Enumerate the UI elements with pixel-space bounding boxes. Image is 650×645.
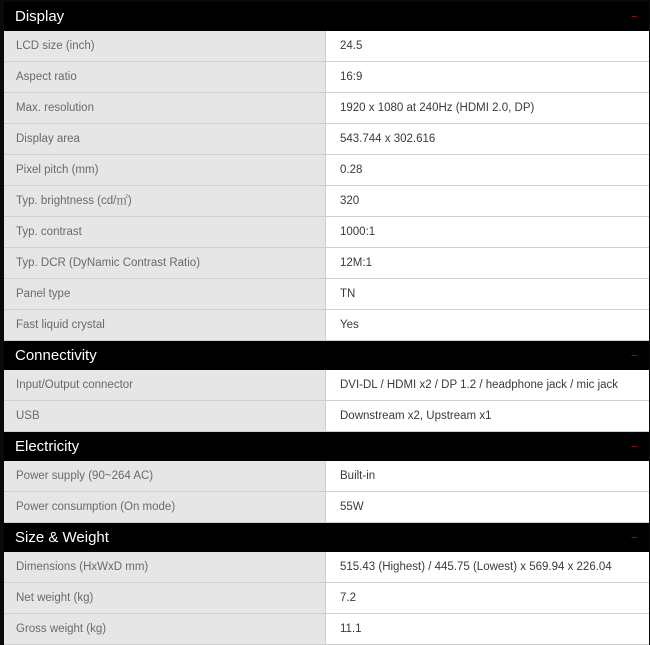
section-header-display[interactable] bbox=[4, 2, 649, 31]
section-size-weight bbox=[4, 523, 649, 645]
spec-row bbox=[4, 552, 649, 583]
spec-row bbox=[4, 614, 649, 645]
spec-row bbox=[4, 461, 649, 492]
spec-row bbox=[4, 310, 649, 341]
spec-label: Power supply (90~264 AC) bbox=[4, 461, 326, 491]
spec-label: LCD size (inch) bbox=[4, 31, 326, 61]
spec-row bbox=[4, 370, 649, 401]
spec-value: 55W bbox=[326, 492, 649, 522]
spec-row bbox=[4, 279, 649, 310]
section-title: Electricity bbox=[15, 438, 80, 455]
spec-value: Built-in bbox=[326, 461, 649, 491]
spec-row bbox=[4, 62, 649, 93]
spec-row bbox=[4, 248, 649, 279]
spec-value: 515.43 (Highest) / 445.75 (Lowest) x 569.94 x 226.04 bbox=[326, 552, 649, 582]
spec-value: 320 bbox=[326, 186, 649, 216]
spec-value: 0.28 bbox=[326, 155, 649, 185]
section-title: Display bbox=[15, 8, 65, 25]
spec-row bbox=[4, 124, 649, 155]
spec-value: Yes bbox=[326, 310, 649, 340]
spec-label: Input/Output connector bbox=[4, 370, 326, 400]
spec-label: Power consumption (On mode) bbox=[4, 492, 326, 522]
spec-label: Panel type bbox=[4, 279, 326, 309]
spec-value: 7.2 bbox=[326, 583, 649, 613]
spec-label: Typ. contrast bbox=[4, 217, 326, 247]
spec-label: Dimensions (HxWxD mm) bbox=[4, 552, 326, 582]
spec-row bbox=[4, 155, 649, 186]
collapse-icon[interactable]: – bbox=[631, 350, 637, 361]
spec-label: USB bbox=[4, 401, 326, 431]
collapse-icon[interactable]: – bbox=[631, 11, 637, 22]
spec-row bbox=[4, 401, 649, 432]
spec-row bbox=[4, 186, 649, 217]
section-connectivity bbox=[4, 341, 649, 432]
spec-value: Downstream x2, Upstream x1 bbox=[326, 401, 649, 431]
spec-label: Display area bbox=[4, 124, 326, 154]
spec-row bbox=[4, 31, 649, 62]
spec-value: 1000:1 bbox=[326, 217, 649, 247]
spec-value: DVI-DL / HDMI x2 / DP 1.2 / headphone jack / mic jack bbox=[326, 370, 649, 400]
spec-label: Gross weight (kg) bbox=[4, 614, 326, 644]
spec-row bbox=[4, 93, 649, 124]
section-electricity bbox=[4, 432, 649, 523]
spec-value: 12M:1 bbox=[326, 248, 649, 278]
spec-value: 11.1 bbox=[326, 614, 649, 644]
spec-value: 543.744 x 302.616 bbox=[326, 124, 649, 154]
section-header-size-weight[interactable] bbox=[4, 523, 649, 552]
spec-value: 16:9 bbox=[326, 62, 649, 92]
section-display bbox=[4, 2, 649, 341]
section-title: Size & Weight bbox=[15, 529, 109, 546]
spec-label: Aspect ratio bbox=[4, 62, 326, 92]
collapse-icon[interactable]: – bbox=[631, 532, 637, 543]
spec-value: TN bbox=[326, 279, 649, 309]
spec-label: Fast liquid crystal bbox=[4, 310, 326, 340]
spec-label: Typ. brightness (cd/㎡) bbox=[4, 186, 326, 216]
spec-table bbox=[4, 2, 649, 639]
collapse-icon[interactable]: – bbox=[631, 441, 637, 452]
section-header-connectivity[interactable] bbox=[4, 341, 649, 370]
section-header-electricity[interactable] bbox=[4, 432, 649, 461]
spec-label: Net weight (kg) bbox=[4, 583, 326, 613]
spec-label: Max. resolution bbox=[4, 93, 326, 123]
spec-row bbox=[4, 217, 649, 248]
spec-row bbox=[4, 583, 649, 614]
spec-value: 1920 x 1080 at 240Hz (HDMI 2.0, DP) bbox=[326, 93, 649, 123]
spec-row bbox=[4, 492, 649, 523]
section-title: Connectivity bbox=[15, 347, 97, 364]
spec-label: Typ. DCR (DyNamic Contrast Ratio) bbox=[4, 248, 326, 278]
spec-label: Pixel pitch (mm) bbox=[4, 155, 326, 185]
spec-value: 24.5 bbox=[326, 31, 649, 61]
